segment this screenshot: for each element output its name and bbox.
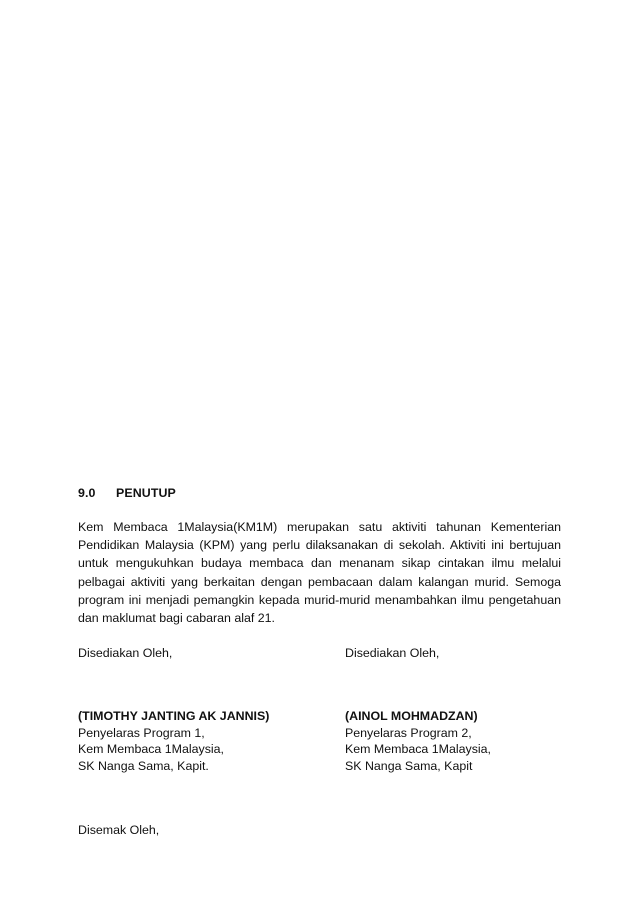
signatory-program-left: Kem Membaca 1Malaysia, [78, 742, 224, 756]
signatory-role-right: Penyelaras Program 2, [345, 725, 472, 740]
signatory-role-left: Penyelaras Program 1, [78, 725, 205, 740]
checked-by-label: Disemak Oleh, [78, 823, 160, 837]
signatory-block-right [345, 708, 491, 774]
signatory-name-right: (AINOL MOHMADZAN) [345, 709, 478, 723]
section-number: 9.0 [78, 486, 96, 500]
closing-paragraph: Kem Membaca 1Malaysia(KM1M) merupakan satu aktiviti tahunan Kementerian Pendidikan Malaysia (KPM) yang perlu dilaksanakan di sekolah. Aktiviti ini bertujuan untuk mengukuhkan budaya membaca dan menanam sikap cintakan ilmu melalui pelbagai aktiviti yang berkaitan dengan pembacaan dalam kalangan murid. Semoga program ini menjadi pemangkin kepada murid-murid menambahkan ilmu pengetahuan dan maklumat bagi cabaran alaf 21. [78, 520, 561, 626]
signatory-name-left: (TIMOTHY JANTING AK JANNIS) [78, 709, 270, 723]
prepared-by-label-left: Disediakan Oleh, [78, 646, 173, 660]
section-heading [78, 486, 176, 500]
signatory-school-left: SK Nanga Sama, Kapit. [78, 758, 209, 773]
signatory-school-right: SK Nanga Sama, Kapit [345, 758, 473, 773]
prepared-by-label-right: Disediakan Oleh, [345, 646, 440, 660]
signatory-program-right: Kem Membaca 1Malaysia, [345, 742, 491, 756]
signatory-block-left [78, 708, 269, 774]
section-title: PENUTUP [116, 486, 176, 500]
